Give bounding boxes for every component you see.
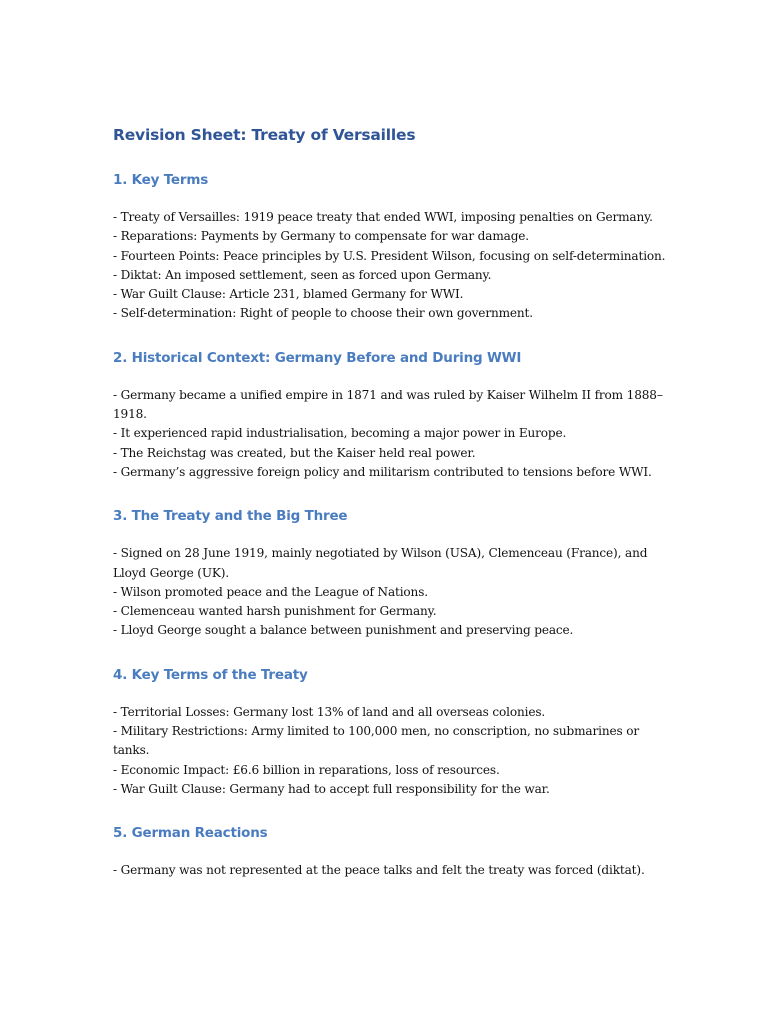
section-key-terms bbox=[113, 168, 673, 324]
text-line: tanks. bbox=[113, 743, 150, 758]
section-body bbox=[113, 386, 673, 482]
text-line: - Fourteen Points: Peace principles by U.S. President Wilson, focusing on self-determination. bbox=[113, 248, 666, 263]
section-body bbox=[113, 703, 673, 799]
section-treaty-terms bbox=[113, 663, 673, 799]
text-line: - Self-determination: Right of people to choose their own government. bbox=[113, 306, 533, 321]
text-line: - War Guilt Clause: Germany had to accept full responsibility for the war. bbox=[113, 781, 550, 796]
text-line: - Clemenceau wanted harsh punishment for Germany. bbox=[113, 604, 437, 619]
document-title: Revision Sheet: Treaty of Versailles bbox=[113, 126, 416, 144]
text-line: - Wilson promoted peace and the League of Nations. bbox=[113, 584, 428, 599]
text-line: Lloyd George (UK). bbox=[113, 565, 230, 580]
section-historical-context bbox=[113, 346, 673, 482]
text-line: - The Reichstag was created, but the Kaiser held real power. bbox=[113, 445, 476, 460]
document-body bbox=[113, 118, 673, 903]
section-heading: 2. Historical Context: Germany Before and During WWI bbox=[113, 349, 522, 366]
section-heading: 1. Key Terms bbox=[113, 172, 209, 188]
text-line: - Germany’s aggressive foreign policy and militarism contributed to tensions before WWI. bbox=[113, 464, 652, 479]
section-body bbox=[113, 544, 673, 640]
text-line: - Germany became a unified empire in 1871 and was ruled by Kaiser Wilhelm II from 1888– bbox=[113, 387, 663, 402]
section-german-reactions bbox=[113, 821, 673, 880]
text-line: - War Guilt Clause: Article 231, blamed Germany for WWI. bbox=[113, 287, 464, 302]
text-line: - Reparations: Payments by Germany to compensate for war damage. bbox=[113, 229, 529, 244]
section-body bbox=[113, 208, 673, 324]
section-body bbox=[113, 861, 673, 880]
section-heading: 3. The Treaty and the Big Three bbox=[113, 508, 348, 525]
text-line: - Economic Impact: £6.6 billion in reparations, loss of resources. bbox=[113, 762, 500, 777]
text-line: 1918. bbox=[113, 407, 147, 422]
text-line: - Lloyd George sought a balance between punishment and preserving peace. bbox=[113, 623, 574, 638]
section-heading: 5. German Reactions bbox=[113, 825, 268, 842]
text-line: - Treaty of Versailles: 1919 peace treaty that ended WWI, imposing penalties on Germany. bbox=[113, 210, 653, 224]
text-line: - Military Restrictions: Army limited to 100,000 men, no conscription, no submarines or bbox=[113, 724, 639, 739]
text-line: - Territorial Losses: Germany lost 13% of land and all overseas colonies. bbox=[113, 704, 546, 719]
text-line: - Diktat: An imposed settlement, seen as forced upon Germany. bbox=[113, 267, 492, 282]
text-line: - Germany was not represented at the peace talks and felt the treaty was forced (diktat). bbox=[113, 863, 645, 878]
text-line: - It experienced rapid industrialisation, becoming a major power in Europe. bbox=[113, 426, 567, 441]
section-heading: 4. Key Terms of the Treaty bbox=[113, 666, 308, 683]
section-big-three bbox=[113, 504, 673, 640]
text-line: - Signed on 28 June 1919, mainly negotiated by Wilson (USA), Clemenceau (France), and bbox=[113, 546, 648, 561]
